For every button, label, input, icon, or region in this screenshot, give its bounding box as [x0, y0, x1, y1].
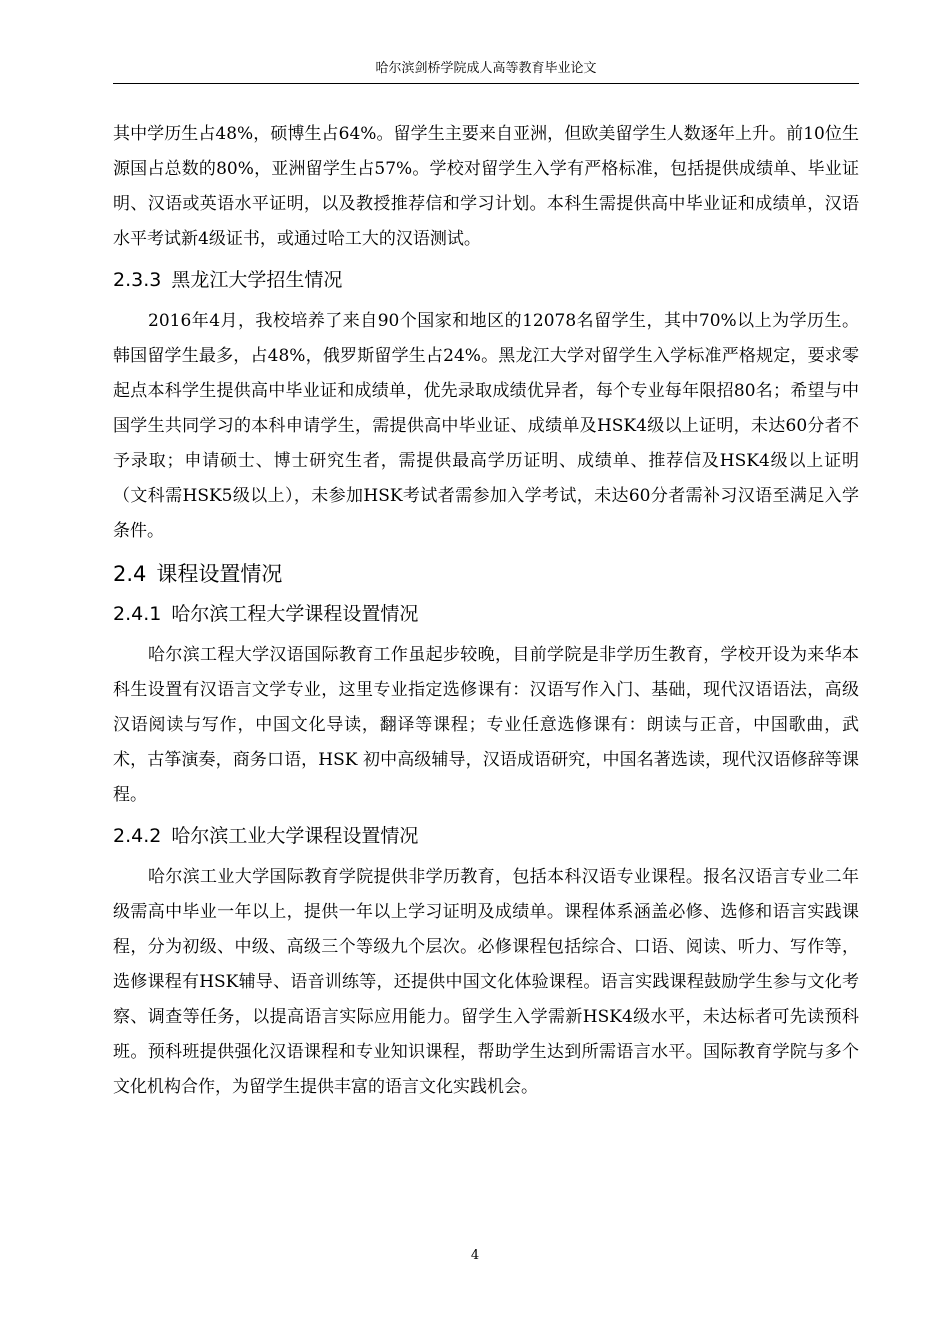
section-number: 2.4.2 [113, 825, 162, 847]
section-title: 黑龙江大学招生情况 [171, 269, 343, 291]
section-title: 哈尔滨工程大学课程设置情况 [171, 603, 419, 625]
page-number: 4 [470, 1248, 480, 1263]
section-number: 2.4 [113, 562, 147, 586]
section-heading-2-4-2 [113, 820, 859, 852]
intro-paragraph: 其中学历生占48%，硕博生占64%。留学生主要来自亚洲，但欧美留学生人数逐年上升。前10位生源国占总数的80%，亚洲留学生占57%。学校对留学生入学有严格标准，包括提供成绩单、毕业证明、汉语或英语水平证明，以及教授推荐信和学习计划。本科生需提供高中毕业证和成绩单，汉语水平考试新4级证书，或通过哈工大的汉语测试。 [113, 124, 859, 249]
section-number: 2.3.3 [113, 269, 162, 291]
section-number: 2.4.1 [113, 603, 162, 625]
section-2-4-2-paragraph: 哈尔滨工业大学国际教育学院提供非学历教育，包括本科汉语专业课程。报名汉语言专业二年级需高中毕业一年以上，提供一年以上学习证明及成绩单。课程体系涵盖必修、选修和语言实践课程，分为初级、中级、高级三个等级九个层次。必修课程包括综合、口语、阅读、听力、写作等，选修课程有HSK辅导、语音训练等，还提供中国文化体验课程。语言实践课程鼓励学生参与文化考察、调查等任务，以提高语言实际应用能力。留学生入学需新HSK4级水平，未达标者可先读预科班。预科班提供强化汉语课程和专业知识课程，帮助学生达到所需语言水平。国际教育学院与多个文化机构合作，为留学生提供丰富的语言文化实践机会。 [113, 867, 859, 1097]
section-heading-2-3-3 [113, 264, 859, 296]
section-heading-2-4 [113, 557, 859, 591]
header-rule [113, 83, 859, 84]
section-2-3-3-paragraph: 2016年4月，我校培养了来自90个国家和地区的12078名留学生，其中70%以上为学历生。韩国留学生最多，占48%，俄罗斯留学生占24%。黑龙江大学对留学生入学标准严格规定，要求零起点本科学生提供高中毕业证和成绩单，优先录取成绩优异者，每个专业每年限招80名；希望与中国学生共同学习的本科申请学生，需提供高中毕业证、成绩单及HSK4级以上证明，未达60分者不予录取；申请硕士、博士研究生者，需提供最高学历证明、成绩单、推荐信及HSK4级以上证明（文科需HSK5级以上），未参加HSK考试者需参加入学考试，未达60分者需补习汉语至满足入学条件。 [113, 311, 859, 541]
section-2-4-1-paragraph: 哈尔滨工程大学汉语国际教育工作虽起步较晚，目前学院是非学历生教育，学校开设为来华本科生设置有汉语言文学专业，这里专业指定选修课有：汉语写作入门、基础，现代汉语语法，高级汉语阅读与写作，中国文化导读，翻译等课程；专业任意选修课有：朗读与正音，中国歌曲，武术，古筝演奏，商务口语，HSK 初中高级辅导，汉语成语研究，中国名著选读，现代汉语修辞等课程。 [113, 645, 859, 805]
page-body [113, 117, 859, 1105]
section-title: 哈尔滨工业大学课程设置情况 [171, 825, 419, 847]
running-header: 哈尔滨剑桥学院成人高等教育毕业论文 [375, 61, 597, 76]
section-heading-2-4-1 [113, 598, 859, 630]
section-title: 课程设置情况 [156, 562, 283, 586]
